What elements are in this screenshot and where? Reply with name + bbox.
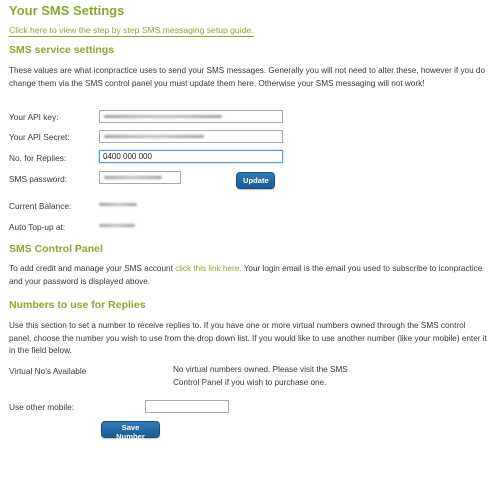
virtual-numbers-message: No virtual numbers owned. Please visit the SMS Control Panel if you wish to purchase one. (173, 365, 348, 387)
save-number-button[interactable]: Save Number (101, 421, 160, 438)
auto-topup-redacted (99, 224, 135, 227)
service-settings-description: These values are what iconpractice uses to send your SMS messages. Generally you will not need to alter these, however if you do change them via the SMS control panel you must update them here. Otherwise your SMS messaging will not work! (9, 66, 486, 88)
sms-password-redacted (104, 176, 162, 179)
api-key-label: Your API key: (9, 112, 59, 122)
replies-number-label: No. for Replies: (9, 153, 67, 163)
sms-service-settings-heading: SMS service settings (9, 44, 115, 56)
other-mobile-label: Use other mobile: (9, 402, 75, 412)
replies-description: Use this section to set a number to receive replies to. If you have one or more virtual numbers owned through the SMS control panel, choose the number you wish to use from the drop down list. If you would like to use another number (like your mobile) enter it in the field below. (9, 321, 487, 355)
setup-guide-link[interactable]: Click here to view the step by step SMS messaging setup guide. (9, 25, 254, 35)
page-title: Your SMS Settings (9, 3, 125, 18)
current-balance-redacted (99, 203, 137, 206)
control-panel-description (9, 263, 489, 288)
sms-password-label: SMS password: (9, 174, 68, 184)
virtual-numbers-label: Virtual No's Available (9, 366, 87, 376)
control-panel-text-before: To add credit and manage your SMS account (9, 264, 176, 273)
api-key-redacted (104, 115, 222, 118)
current-balance-label: Current Balance: (9, 201, 72, 211)
api-secret-redacted (104, 135, 204, 138)
control-panel-text-after: Your login email is the email you used to subscribe to iconpractice and your password is displayed above. (9, 264, 483, 286)
replies-number-input[interactable] (99, 150, 283, 163)
other-mobile-input[interactable] (145, 400, 229, 413)
control-panel-link[interactable]: click this link here. (175, 264, 242, 273)
api-secret-label: Your API Secret: (9, 132, 70, 142)
sms-control-panel-heading: SMS Control Panel (9, 243, 103, 255)
replies-numbers-heading: Numbers to use for Replies (9, 299, 146, 311)
update-button[interactable]: Update (236, 172, 275, 189)
auto-topup-label: Auto Top-up at: (9, 222, 66, 232)
